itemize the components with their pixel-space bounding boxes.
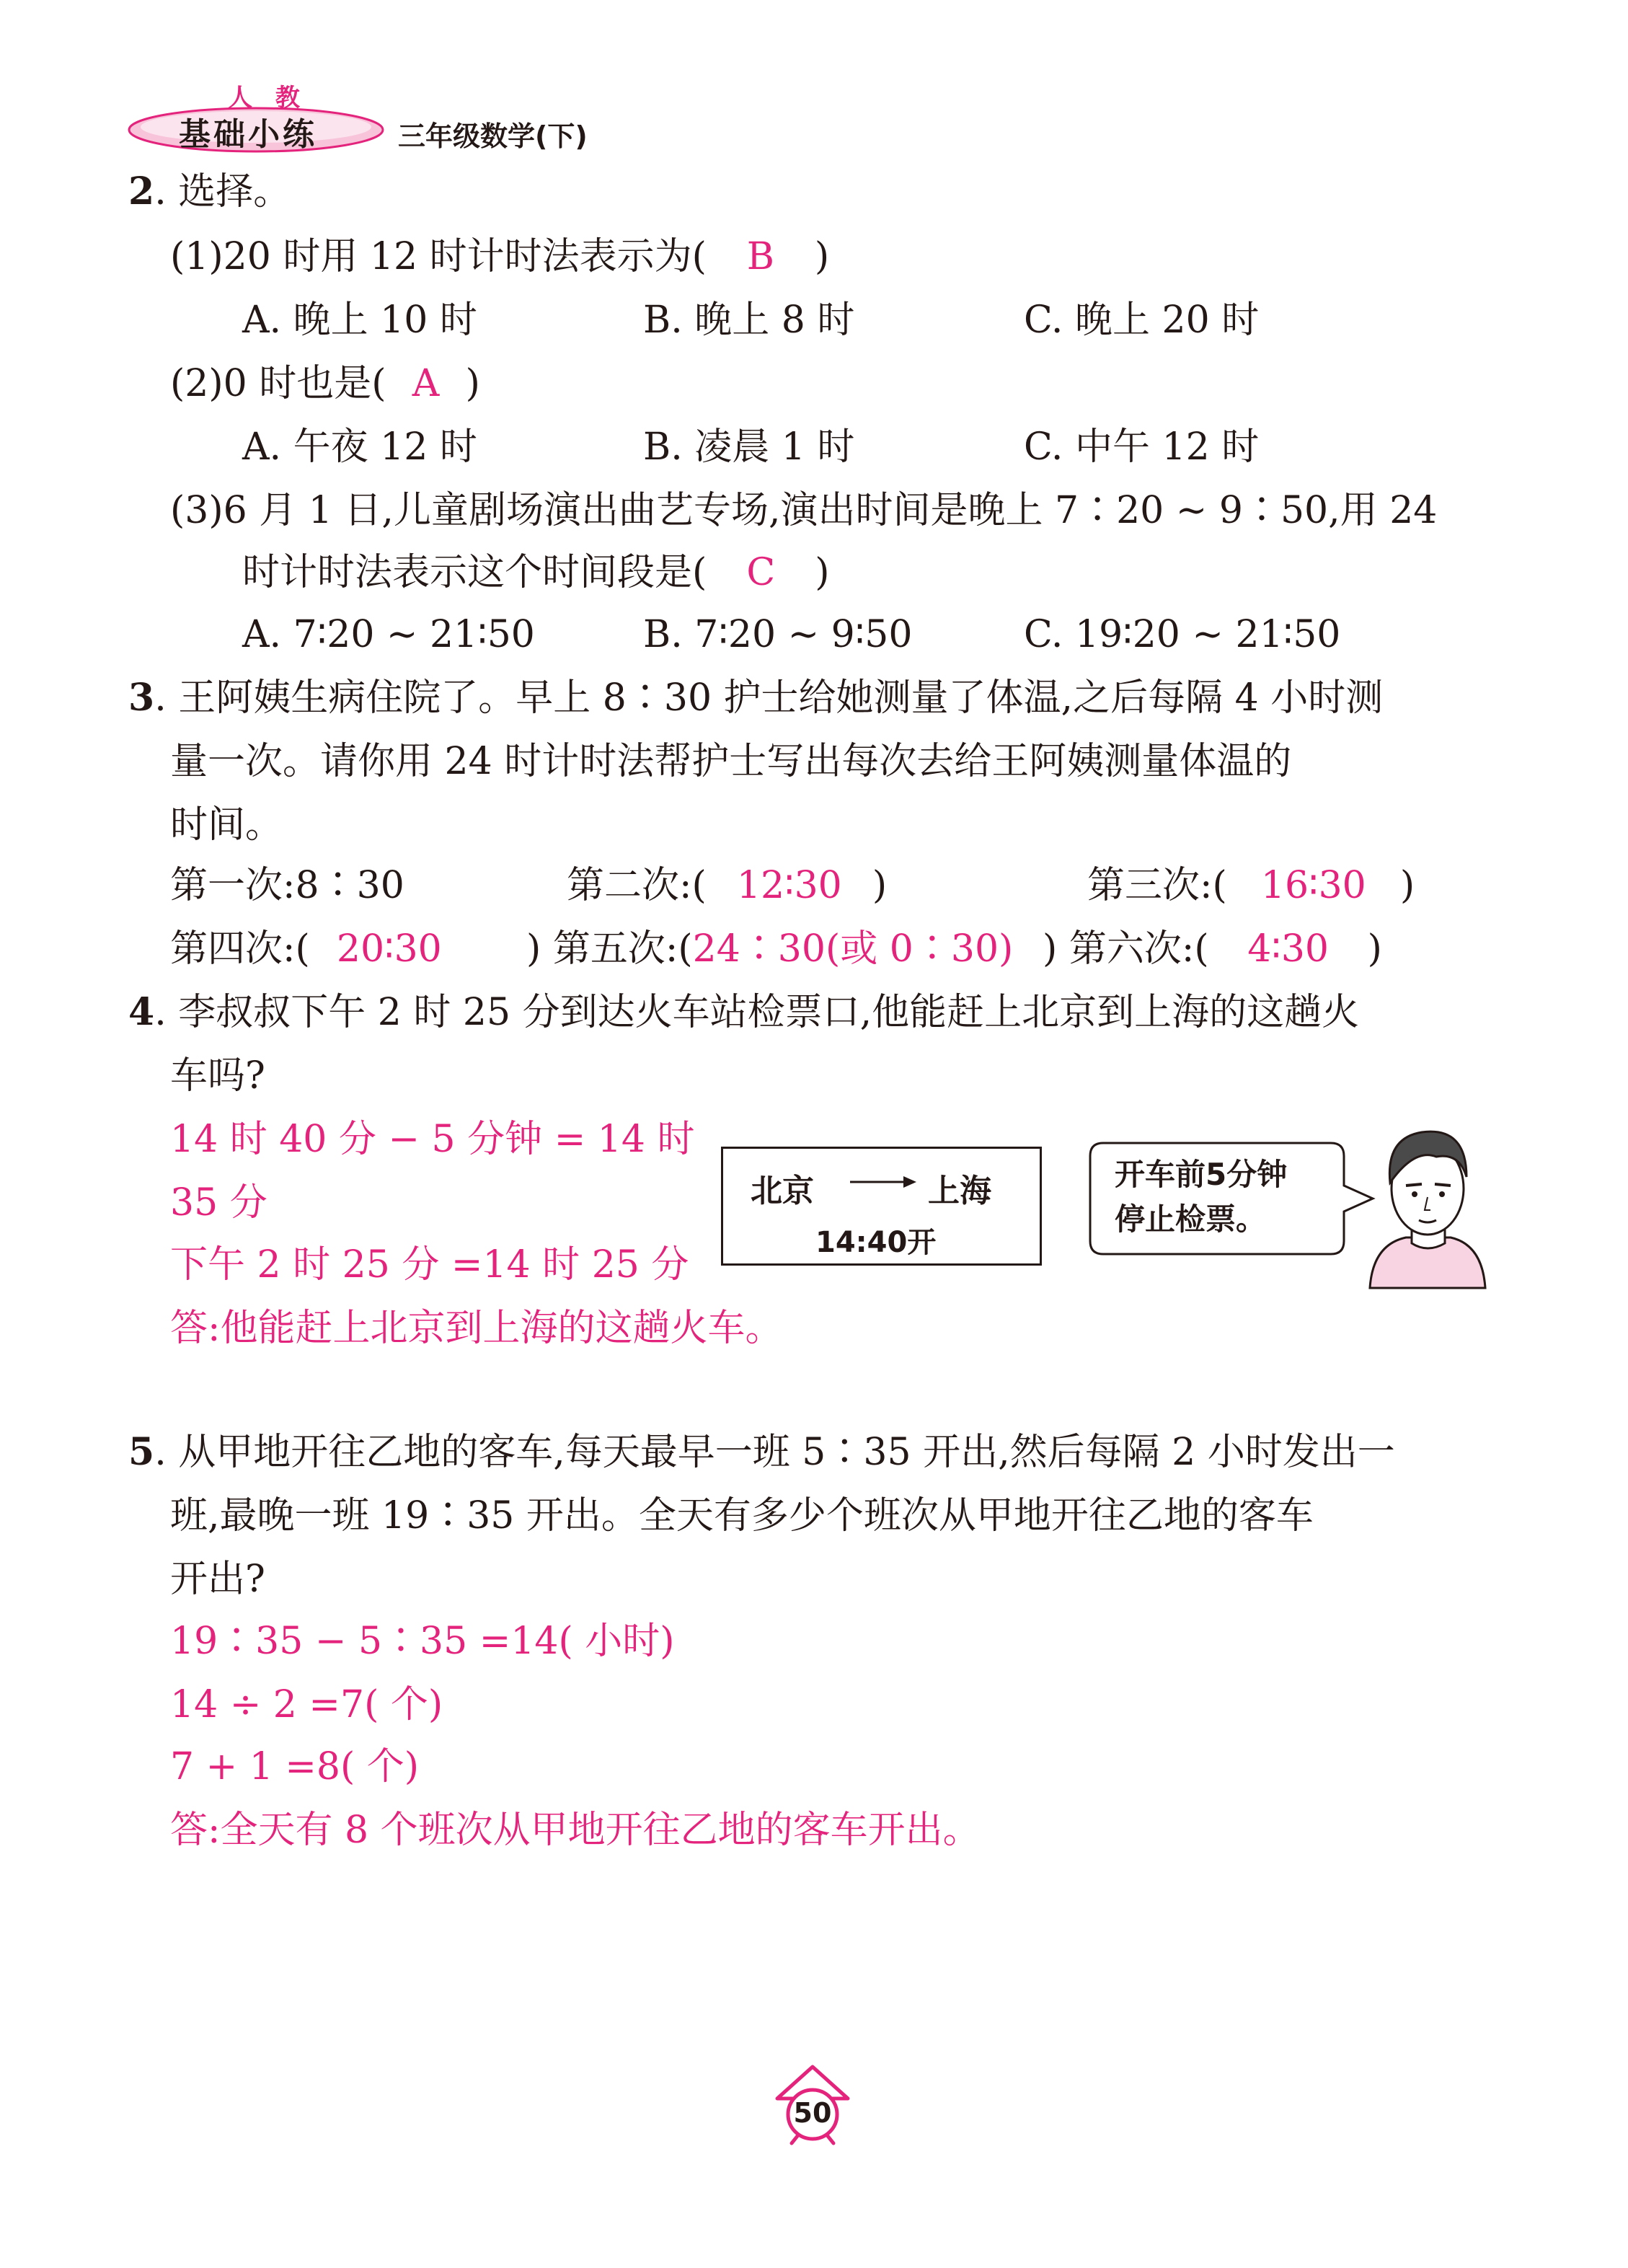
q5-answer: 答:全天有 8 个班次从甲地开往乙地的客车开出。 (170, 1809, 981, 1852)
q3-fourth (170, 927, 469, 971)
q2-sub3-option-c: C. 19∶20 ~ 21∶50 (1024, 613, 1341, 656)
q2-sub1-option-a: A. 晚上 10 时 (242, 299, 477, 342)
bubble-line2: 停止检票。 (1115, 1201, 1267, 1237)
q2-sub2-option-a: A. 午夜 12 时 (242, 425, 477, 469)
q2-sub2 (170, 362, 480, 405)
q5-work-line1: 19∶35 − 5∶35 =14( 小时) (170, 1620, 675, 1663)
q2-sub2-text: (2)0 时也是( (170, 362, 386, 405)
q3-third-label: 第三次:( (1087, 864, 1227, 907)
q2-title-text: . 选择。 (154, 170, 291, 213)
q3-fifth-answer: 24∶30(或 0∶30) (692, 927, 1014, 971)
train-schedule-box (721, 1147, 1042, 1266)
q2-sub1 (170, 235, 830, 278)
q3-second-label: 第二次:( (567, 864, 707, 907)
q2-sub1-close: ) (814, 235, 830, 278)
q2-sub1-text: (1)20 时用 12 时计时法表示为( (170, 235, 707, 278)
q3-line2: 量一次。请你用 24 时计时法帮护士写出每次去给王阿姨测量体温的 (170, 740, 1292, 783)
header-grade: 三年级数学(下) (398, 120, 588, 152)
q5-number: 5 (128, 1430, 155, 1474)
q3-fifth-label: ) 第五次:( (526, 927, 693, 971)
q3-first: 第一次:8∶30 (170, 864, 404, 907)
q5-work-line2: 14 ÷ 2 =7( 个) (170, 1683, 443, 1726)
q4-work-line1: 14 时 40 分 − 5 分钟 = 14 时 (170, 1118, 695, 1161)
q3-fifth (526, 927, 1014, 971)
q5-line2: 班,最晚一班 19∶35 开出。全天有多少个班次从甲地开往乙地的客车 (170, 1494, 1314, 1537)
arrow-right-icon (850, 1175, 916, 1189)
q2-sub2-close: ) (465, 362, 480, 405)
q4-line1 (128, 990, 1360, 1034)
q4-line2: 车吗? (170, 1054, 265, 1098)
q2-sub1-answer: B (746, 235, 774, 278)
q2-sub3-option-a: A. 7∶20 ~ 21∶50 (242, 613, 535, 656)
q3-sixth (1043, 927, 1382, 971)
q2-sub3-text: 时计时法表示这个时间段是( (242, 551, 707, 594)
man-illustration (1364, 1116, 1488, 1289)
q5-work-line3: 7 + 1 =8( 个) (170, 1745, 420, 1788)
header-series: 基础小练 (179, 116, 317, 153)
q3-third-answer: 16∶30 (1260, 864, 1366, 907)
header-publisher: 人 教 (228, 84, 307, 112)
train-from: 北京 (751, 1173, 814, 1209)
q3-fourth-answer: 20∶30 (336, 927, 442, 971)
q2-sub3-line1: (3)6 月 1 日,儿童剧场演出曲艺专场,演出时间是晚上 7∶20 ~ 9∶50,用 24 (170, 489, 1438, 532)
q5-line3: 开出? (170, 1558, 265, 1601)
q4-work-line2: 35 分 (170, 1181, 267, 1225)
q3-second-close: ) (872, 864, 888, 907)
q2-title (128, 169, 291, 213)
q2-sub3-line2 (242, 551, 830, 594)
q3-third-close: ) (1399, 864, 1415, 907)
q2-sub1-option-b: B. 晚上 8 时 (643, 299, 855, 342)
q3-third (1087, 864, 1415, 907)
q3-second (567, 864, 888, 907)
train-time: 14:40开 (815, 1226, 937, 1259)
q3-sixth-label: ) 第六次:( (1043, 927, 1209, 971)
q3-sixth-close: ) (1367, 927, 1382, 971)
q4-number: 4 (128, 990, 155, 1034)
q2-sub2-answer: A (412, 362, 440, 405)
q4-line1-text: . 李叔叔下午 2 时 25 分到达火车站检票口,他能赶上北京到上海的这趟火 (154, 991, 1360, 1034)
q2-number: 2 (128, 169, 155, 213)
q3-fourth-label: 第四次:( (170, 927, 310, 971)
page-number: 50 (793, 2097, 832, 2129)
q2-sub2-option-c: C. 中午 12 时 (1024, 425, 1260, 469)
q5-line1 (128, 1430, 1395, 1474)
q4-answer: 答:他能赶上北京到上海的这趟火车。 (170, 1307, 783, 1350)
train-to: 上海 (928, 1173, 991, 1209)
q2-sub1-option-c: C. 晚上 20 时 (1024, 299, 1260, 342)
q3-line1-text: . 王阿姨生病住院了。早上 8∶30 护士给她测量了体温,之后每隔 4 小时测 (154, 676, 1384, 720)
q2-sub3-option-b: B. 7∶20 ~ 9∶50 (643, 613, 913, 656)
q4-work-line3: 下午 2 时 25 分 =14 时 25 分 (170, 1243, 689, 1287)
q5-line1-text: . 从甲地开往乙地的客车,每天最早一班 5∶35 开出,然后每隔 2 小时发出一 (154, 1431, 1395, 1474)
q2-sub3-answer: C (746, 551, 776, 594)
q3-sixth-answer: 4∶30 (1247, 927, 1330, 971)
q3-line1 (128, 676, 1384, 720)
q2-sub3-close: ) (815, 551, 830, 594)
q3-number: 3 (128, 676, 155, 720)
q2-sub2-option-b: B. 凌晨 1 时 (643, 425, 855, 469)
bubble-line1: 开车前5分钟 (1115, 1157, 1288, 1192)
q3-line3: 时间。 (170, 803, 283, 847)
q3-second-answer: 12∶30 (736, 864, 842, 907)
